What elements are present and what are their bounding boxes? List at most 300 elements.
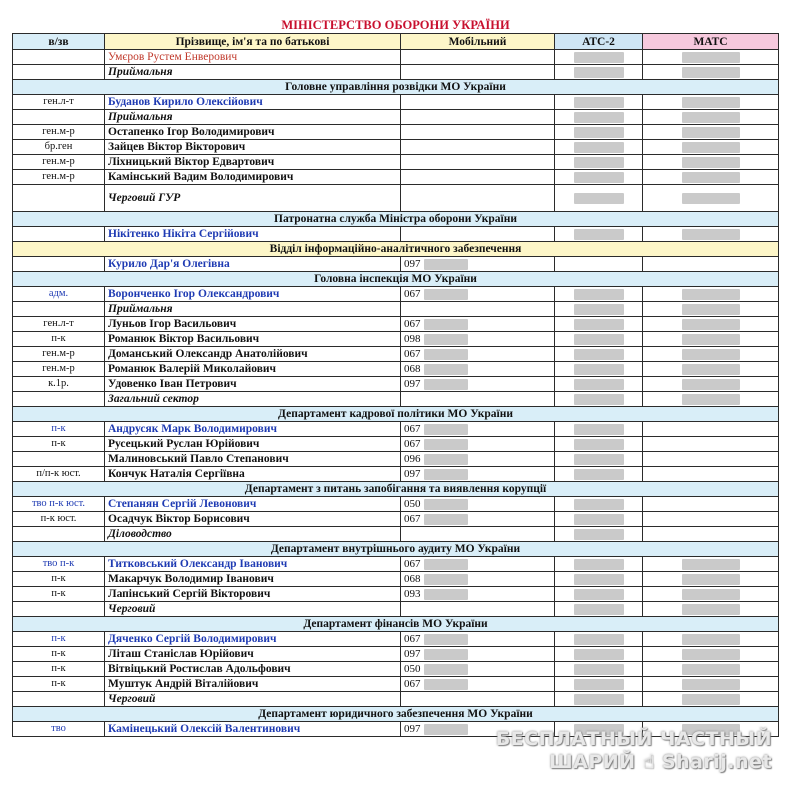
table-row — [13, 602, 779, 617]
table-row — [13, 587, 779, 602]
table-row — [13, 332, 779, 347]
redacted-number — [574, 112, 624, 123]
table-row — [13, 677, 779, 692]
matc-cell — [643, 632, 779, 647]
mobile-cell — [401, 347, 555, 362]
redacted-number — [574, 424, 624, 435]
table-row — [13, 572, 779, 587]
mobile-cell — [401, 572, 555, 587]
atc2-cell — [555, 572, 643, 587]
redacted-number — [424, 319, 468, 330]
redacted-number — [424, 679, 468, 690]
mobile-cell — [401, 377, 555, 392]
name-cell: Муштук Андрій Віталійович — [105, 677, 401, 692]
rank-cell — [13, 302, 105, 317]
mobile-prefix: 067 — [404, 423, 421, 435]
atc2-cell — [555, 557, 643, 572]
mobile-cell — [401, 602, 555, 617]
mobile-prefix: 097 — [404, 468, 421, 480]
table-row — [13, 662, 779, 677]
name-cell: Луньов Ігор Васильович — [105, 317, 401, 332]
redacted-number — [424, 259, 468, 270]
name-cell: Умєров Рустем Енверович — [105, 50, 401, 65]
mobile-cell — [401, 65, 555, 80]
section-row — [13, 407, 779, 422]
name-cell: Вітвіцький Ростислав Адольфович — [105, 662, 401, 677]
mobile-cell — [401, 512, 555, 527]
redacted-number — [574, 97, 624, 108]
atc2-cell — [555, 95, 643, 110]
section-title: Департамент фінансів МО України — [13, 617, 779, 632]
table-row — [13, 527, 779, 542]
mobile-cell — [401, 362, 555, 377]
rank-cell: ген.м-р — [13, 347, 105, 362]
mobile-prefix: 093 — [404, 588, 421, 600]
mobile-cell — [401, 422, 555, 437]
rank-cell — [13, 257, 105, 272]
mobile-cell — [401, 332, 555, 347]
mobile-cell — [401, 257, 555, 272]
rank-cell: тво п-к — [13, 557, 105, 572]
section-title: Департамент кадрової політики МО України — [13, 407, 779, 422]
redacted-number — [682, 679, 740, 690]
name-cell: Приймальня — [105, 65, 401, 80]
mobile-cell — [401, 140, 555, 155]
matc-cell — [643, 125, 779, 140]
atc2-cell — [555, 362, 643, 377]
matc-cell — [643, 512, 779, 527]
redacted-number — [574, 289, 624, 300]
redacted-number — [574, 439, 624, 450]
atc2-cell — [555, 527, 643, 542]
rank-cell: к.1р. — [13, 377, 105, 392]
redacted-number — [682, 229, 740, 240]
rank-cell: п/п-к юст. — [13, 467, 105, 482]
atc2-cell — [555, 347, 643, 362]
redacted-number — [424, 349, 468, 360]
mobile-cell — [401, 557, 555, 572]
mobile-cell — [401, 587, 555, 602]
atc2-cell — [555, 302, 643, 317]
matc-cell — [643, 602, 779, 617]
rank-cell: п-к — [13, 437, 105, 452]
matc-cell — [643, 155, 779, 170]
redacted-number — [682, 634, 740, 645]
table-row — [13, 512, 779, 527]
atc2-cell — [555, 287, 643, 302]
redacted-number — [682, 319, 740, 330]
mobile-cell — [401, 110, 555, 125]
redacted-number — [424, 499, 468, 510]
redacted-number — [682, 574, 740, 585]
atc2-cell — [555, 467, 643, 482]
matc-cell — [643, 497, 779, 512]
section-title: Головне управління розвідки МО України — [13, 80, 779, 95]
redacted-number — [424, 574, 468, 585]
mobile-prefix: 067 — [404, 558, 421, 570]
atc2-cell — [555, 125, 643, 140]
header-matc: МАТС — [643, 34, 779, 50]
table-row — [13, 140, 779, 155]
redacted-number — [574, 157, 624, 168]
redacted-number — [682, 694, 740, 705]
rank-cell: п-к — [13, 677, 105, 692]
directory-table — [12, 16, 779, 737]
redacted-number — [682, 97, 740, 108]
name-cell: Остапенко Ігор Володимирович — [105, 125, 401, 140]
name-cell: Макарчук Володимир Іванович — [105, 572, 401, 587]
redacted-number — [424, 664, 468, 675]
table-row — [13, 692, 779, 707]
name-cell: Доманський Олександр Анатолійович — [105, 347, 401, 362]
name-cell: Черговий — [105, 692, 401, 707]
mobile-cell — [401, 662, 555, 677]
section-title: Департамент з питань запобігання та виявлення корупції — [13, 482, 779, 497]
name-cell: Камінський Вадим Володимирович — [105, 170, 401, 185]
redacted-number — [574, 52, 624, 63]
matc-cell — [643, 392, 779, 407]
redacted-number — [682, 67, 740, 78]
mobile-prefix: 067 — [404, 318, 421, 330]
table-row — [13, 50, 779, 65]
redacted-number — [682, 604, 740, 615]
rank-cell — [13, 392, 105, 407]
atc2-cell — [555, 332, 643, 347]
atc2-cell — [555, 437, 643, 452]
rank-cell: п-к — [13, 572, 105, 587]
section-row — [13, 482, 779, 497]
name-cell: Лапінський Сергій Вікторович — [105, 587, 401, 602]
redacted-number — [574, 574, 624, 585]
mobile-cell — [401, 527, 555, 542]
rank-cell: ген.м-р — [13, 125, 105, 140]
redacted-number — [574, 604, 624, 615]
section-title: Департамент внутрішнього аудиту МО України — [13, 542, 779, 557]
atc2-cell — [555, 587, 643, 602]
redacted-number — [424, 724, 468, 735]
header-name: Прізвище, ім'я та по батькові — [105, 34, 401, 50]
rank-cell — [13, 110, 105, 125]
mobile-cell — [401, 125, 555, 140]
header-row — [13, 34, 779, 50]
redacted-number — [424, 379, 468, 390]
redacted-number — [574, 469, 624, 480]
name-cell: Буданов Кирило Олексійович — [105, 95, 401, 110]
watermark-line-2: ШАРИЙ ☝ Sharij.net — [549, 751, 772, 773]
matc-cell — [643, 527, 779, 542]
rank-cell — [13, 452, 105, 467]
rank-cell — [13, 185, 105, 212]
mobile-cell — [401, 392, 555, 407]
mobile-cell — [401, 287, 555, 302]
redacted-number — [574, 319, 624, 330]
redacted-number — [574, 364, 624, 375]
phone-directory-sheet — [12, 16, 778, 737]
rank-cell: ген.л-т — [13, 95, 105, 110]
mobile-prefix: 067 — [404, 438, 421, 450]
redacted-number — [574, 67, 624, 78]
table-row — [13, 632, 779, 647]
rank-cell: п-к — [13, 647, 105, 662]
rank-cell: тво п-к юст. — [13, 497, 105, 512]
table-row — [13, 467, 779, 482]
matc-cell — [643, 110, 779, 125]
mobile-prefix: 097 — [404, 648, 421, 660]
atc2-cell — [555, 512, 643, 527]
mobile-prefix: 050 — [404, 663, 421, 675]
name-cell: Романюк Валерій Миколайович — [105, 362, 401, 377]
redacted-number — [574, 229, 624, 240]
name-cell: Удовенко Іван Петрович — [105, 377, 401, 392]
table-row — [13, 95, 779, 110]
redacted-number — [424, 439, 468, 450]
section-row — [13, 242, 779, 257]
matc-cell — [643, 332, 779, 347]
redacted-number — [682, 364, 740, 375]
atc2-cell — [555, 140, 643, 155]
name-cell: Русецький Руслан Юрійович — [105, 437, 401, 452]
matc-cell — [643, 227, 779, 242]
atc2-cell — [555, 452, 643, 467]
section-title: Департамент юридичного забезпечення МО України — [13, 707, 779, 722]
name-cell: Степанян Сергій Левонович — [105, 497, 401, 512]
mobile-cell — [401, 452, 555, 467]
table-row — [13, 392, 779, 407]
mobile-cell — [401, 170, 555, 185]
redacted-number — [574, 454, 624, 465]
mobile-cell — [401, 155, 555, 170]
mobile-cell — [401, 692, 555, 707]
matc-cell — [643, 257, 779, 272]
rank-cell — [13, 602, 105, 617]
atc2-cell — [555, 317, 643, 332]
table-row — [13, 362, 779, 377]
name-cell: Титковський Олександр Іванович — [105, 557, 401, 572]
matc-cell — [643, 140, 779, 155]
document-title: МІНІСТЕРСТВО ОБОРОНИ УКРАЇНИ — [13, 16, 779, 34]
header-rank: в/зв — [13, 34, 105, 50]
redacted-number — [424, 649, 468, 660]
rank-cell: адм. — [13, 287, 105, 302]
redacted-number — [424, 289, 468, 300]
atc2-cell — [555, 170, 643, 185]
section-row — [13, 617, 779, 632]
redacted-number — [682, 334, 740, 345]
mobile-cell — [401, 647, 555, 662]
rank-cell: ген.м-р — [13, 362, 105, 377]
rank-cell: ген.л-т — [13, 317, 105, 332]
redacted-number — [682, 142, 740, 153]
mobile-prefix: 067 — [404, 513, 421, 525]
redacted-number — [574, 142, 624, 153]
table-row — [13, 317, 779, 332]
redacted-number — [682, 394, 740, 405]
atc2-cell — [555, 227, 643, 242]
redacted-number — [682, 289, 740, 300]
redacted-number — [574, 694, 624, 705]
atc2-cell — [555, 497, 643, 512]
matc-cell — [643, 185, 779, 212]
redacted-number — [574, 634, 624, 645]
matc-cell — [643, 572, 779, 587]
redacted-number — [574, 649, 624, 660]
name-cell: Андрусяк Марк Володимирович — [105, 422, 401, 437]
atc2-cell — [555, 110, 643, 125]
matc-cell — [643, 362, 779, 377]
rank-cell: п-к — [13, 662, 105, 677]
redacted-number — [574, 664, 624, 675]
redacted-number — [574, 379, 624, 390]
mobile-cell — [401, 677, 555, 692]
redacted-number — [682, 559, 740, 570]
mobile-prefix: 067 — [404, 348, 421, 360]
redacted-number — [574, 304, 624, 315]
section-title: Патронатна служба Міністра оборони України — [13, 212, 779, 227]
mobile-prefix: 098 — [404, 333, 421, 345]
name-cell: Ліхницький Віктор Едвартович — [105, 155, 401, 170]
matc-cell — [643, 662, 779, 677]
redacted-number — [682, 649, 740, 660]
redacted-number — [424, 589, 468, 600]
name-cell: Загальний сектор — [105, 392, 401, 407]
table-row — [13, 422, 779, 437]
mobile-prefix: 067 — [404, 633, 421, 645]
matc-cell — [643, 95, 779, 110]
table-row — [13, 287, 779, 302]
mobile-cell — [401, 227, 555, 242]
watermark — [496, 728, 772, 774]
mobile-prefix: 067 — [404, 288, 421, 300]
table-row — [13, 377, 779, 392]
matc-cell — [643, 467, 779, 482]
mobile-cell — [401, 632, 555, 647]
table-row — [13, 347, 779, 362]
matc-cell — [643, 170, 779, 185]
redacted-number — [682, 193, 740, 204]
matc-cell — [643, 677, 779, 692]
mobile-cell — [401, 437, 555, 452]
atc2-cell — [555, 422, 643, 437]
rank-cell: ген.м-р — [13, 170, 105, 185]
name-cell: Черговий ГУР — [105, 185, 401, 212]
atc2-cell — [555, 392, 643, 407]
header-mobile: Мобільний — [401, 34, 555, 50]
matc-cell — [643, 302, 779, 317]
header-atc2: АТС-2 — [555, 34, 643, 50]
matc-cell — [643, 65, 779, 80]
name-cell: Черговий — [105, 602, 401, 617]
name-cell: Осадчук Віктор Борисович — [105, 512, 401, 527]
redacted-number — [424, 454, 468, 465]
atc2-cell — [555, 662, 643, 677]
atc2-cell — [555, 155, 643, 170]
redacted-number — [574, 679, 624, 690]
mobile-cell — [401, 467, 555, 482]
mobile-prefix: 067 — [404, 678, 421, 690]
name-cell: Романюк Віктор Васильович — [105, 332, 401, 347]
table-row — [13, 647, 779, 662]
rank-cell — [13, 227, 105, 242]
redacted-number — [682, 664, 740, 675]
matc-cell — [643, 377, 779, 392]
mobile-prefix: 097 — [404, 258, 421, 270]
name-cell: Літаш Станіслав Юрійович — [105, 647, 401, 662]
name-cell: Малиновський Павло Степанович — [105, 452, 401, 467]
section-title: Головна інспекція МО України — [13, 272, 779, 287]
table-row — [13, 302, 779, 317]
rank-cell: тво — [13, 722, 105, 737]
rank-cell — [13, 65, 105, 80]
rank-cell: п-к — [13, 422, 105, 437]
redacted-number — [424, 364, 468, 375]
matc-cell — [643, 317, 779, 332]
name-cell: Приймальня — [105, 110, 401, 125]
name-cell: Нікітенко Нікіта Сергійович — [105, 227, 401, 242]
table-row — [13, 497, 779, 512]
matc-cell — [643, 587, 779, 602]
redacted-number — [574, 499, 624, 510]
mobile-prefix: 068 — [404, 573, 421, 585]
name-cell: Курило Дар'я Олегівна — [105, 257, 401, 272]
section-row — [13, 542, 779, 557]
mobile-prefix: 096 — [404, 453, 421, 465]
atc2-cell — [555, 632, 643, 647]
mobile-prefix: 068 — [404, 363, 421, 375]
table-row — [13, 110, 779, 125]
redacted-number — [574, 172, 624, 183]
table-row — [13, 227, 779, 242]
redacted-number — [574, 514, 624, 525]
matc-cell — [643, 557, 779, 572]
table-row — [13, 125, 779, 140]
matc-cell — [643, 437, 779, 452]
rank-cell — [13, 527, 105, 542]
mobile-cell — [401, 497, 555, 512]
section-title: Відділ інформаційно-аналітичного забезпечення — [13, 242, 779, 257]
matc-cell — [643, 422, 779, 437]
redacted-number — [424, 334, 468, 345]
atc2-cell — [555, 602, 643, 617]
redacted-number — [574, 559, 624, 570]
table-row — [13, 257, 779, 272]
watermark-line-1: БЕСПЛАТНЫЙ ЧАСТНЫЙ — [495, 728, 772, 750]
section-row — [13, 272, 779, 287]
name-cell: Діловодство — [105, 527, 401, 542]
section-row — [13, 707, 779, 722]
matc-cell — [643, 452, 779, 467]
atc2-cell — [555, 50, 643, 65]
rank-cell — [13, 692, 105, 707]
mobile-cell — [401, 95, 555, 110]
redacted-number — [424, 559, 468, 570]
redacted-number — [574, 193, 624, 204]
atc2-cell — [555, 692, 643, 707]
redacted-number — [682, 349, 740, 360]
atc2-cell — [555, 677, 643, 692]
table-row — [13, 185, 779, 212]
rank-cell: п-к юст. — [13, 512, 105, 527]
redacted-number — [574, 394, 624, 405]
atc2-cell — [555, 185, 643, 212]
name-cell: Зайцев Віктор Вікторович — [105, 140, 401, 155]
title-row — [13, 16, 779, 34]
redacted-number — [682, 112, 740, 123]
table-row — [13, 65, 779, 80]
matc-cell — [643, 692, 779, 707]
atc2-cell — [555, 65, 643, 80]
mobile-cell — [401, 317, 555, 332]
redacted-number — [682, 127, 740, 138]
